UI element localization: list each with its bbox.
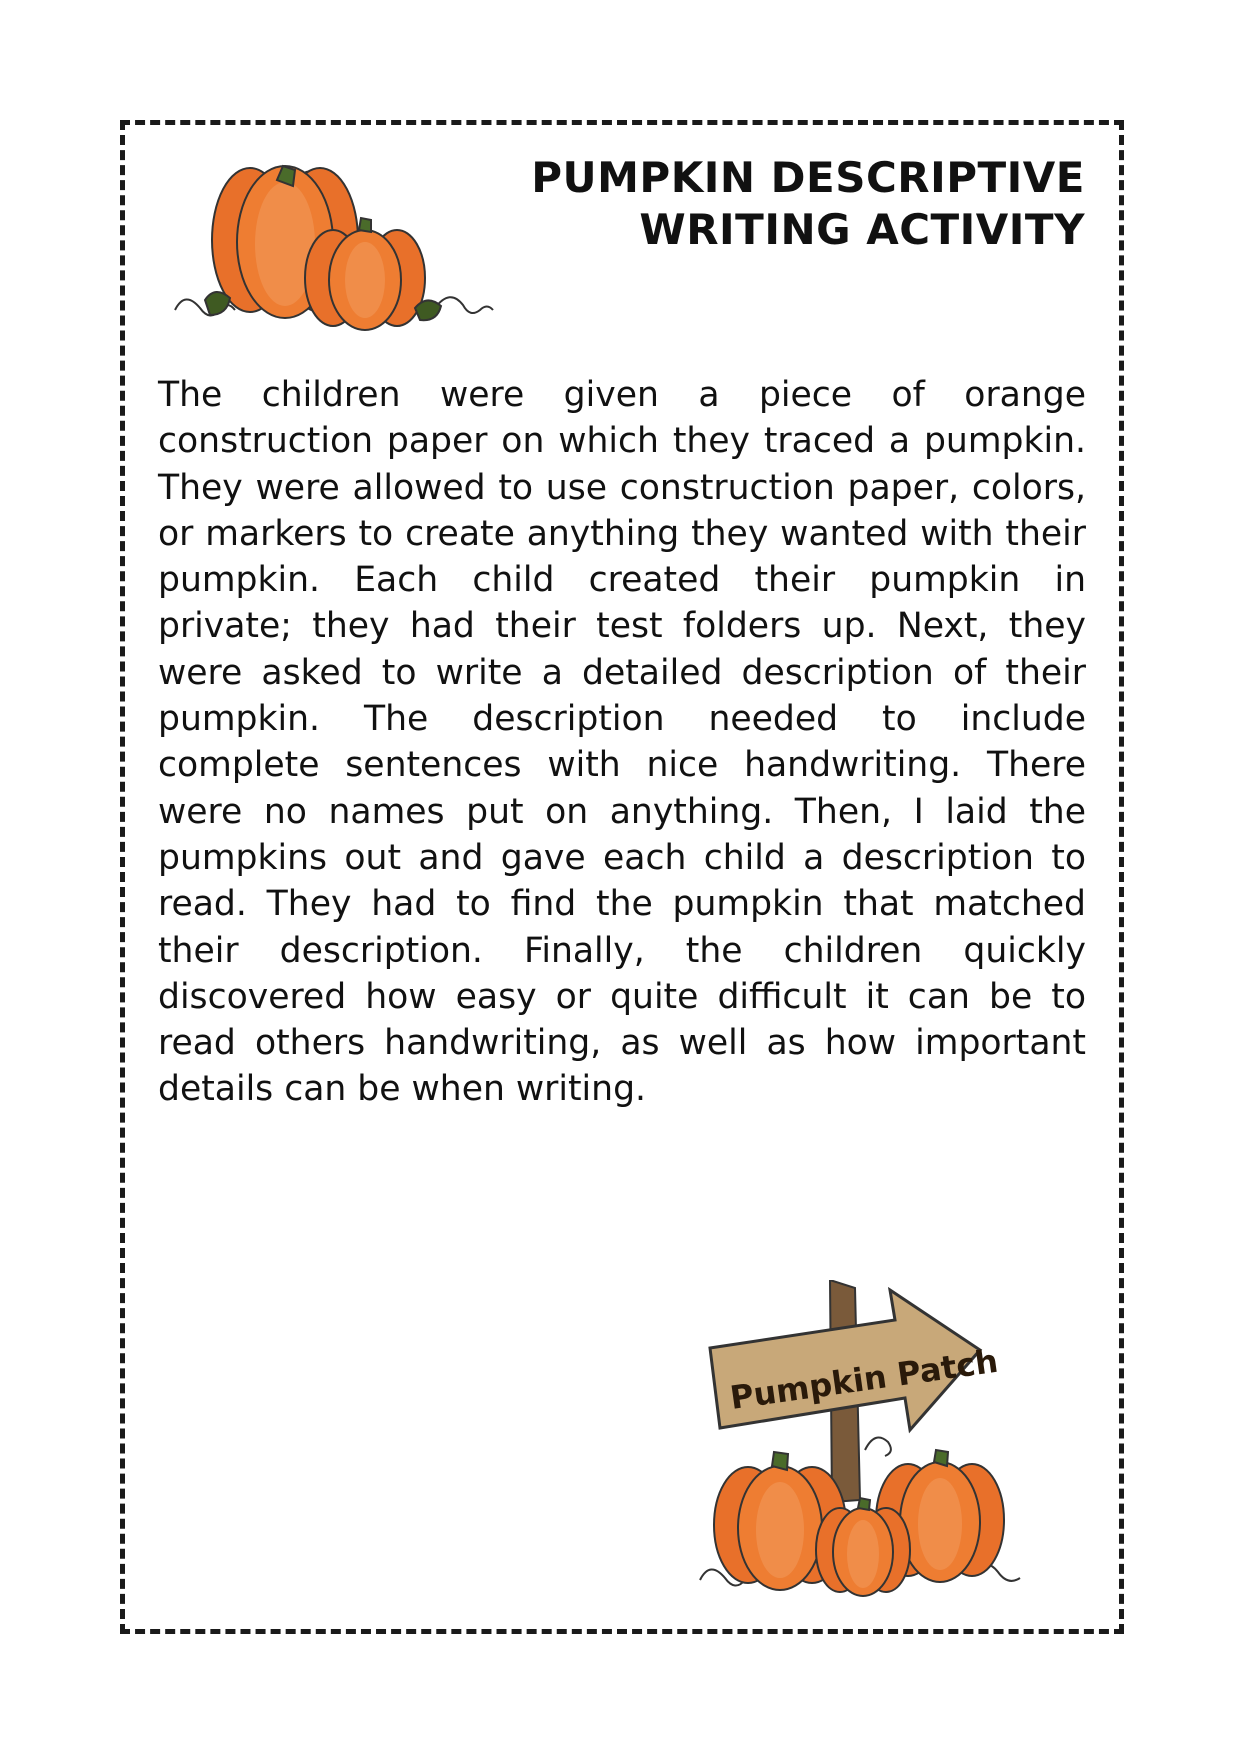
sign-label: Pumpkin Patch [727, 1341, 1001, 1417]
pumpkin-patch-sign-icon [690, 1280, 1050, 1610]
title-line-2: WRITING ACTIVITY [639, 205, 1085, 254]
title-line-1: PUMPKIN DESCRIPTIVE [531, 153, 1085, 202]
activity-description: The children were given a piece of orange construction paper on which they traced a pumpkin. They were allowed to use construction paper, colors, or markers to create anything they wanted with their pumpkin. Each child created their pumpkin in private; they had their test folders up. Next, they were asked to write a detailed description of their pumpkin. The description needed to include complete sentences with nice handwriting. There were no names put on anything. Then, I laid the pumpkins out and gave each child a description to read. They had to find the pumpkin that matched their description. Finally, the children quickly discovered how easy or quite difficult it can be to read others handwriting, as well as how important details can be when writing. [158, 375, 1086, 1110]
page-title [531, 152, 1085, 256]
pumpkins-clipart-icon [165, 160, 495, 335]
